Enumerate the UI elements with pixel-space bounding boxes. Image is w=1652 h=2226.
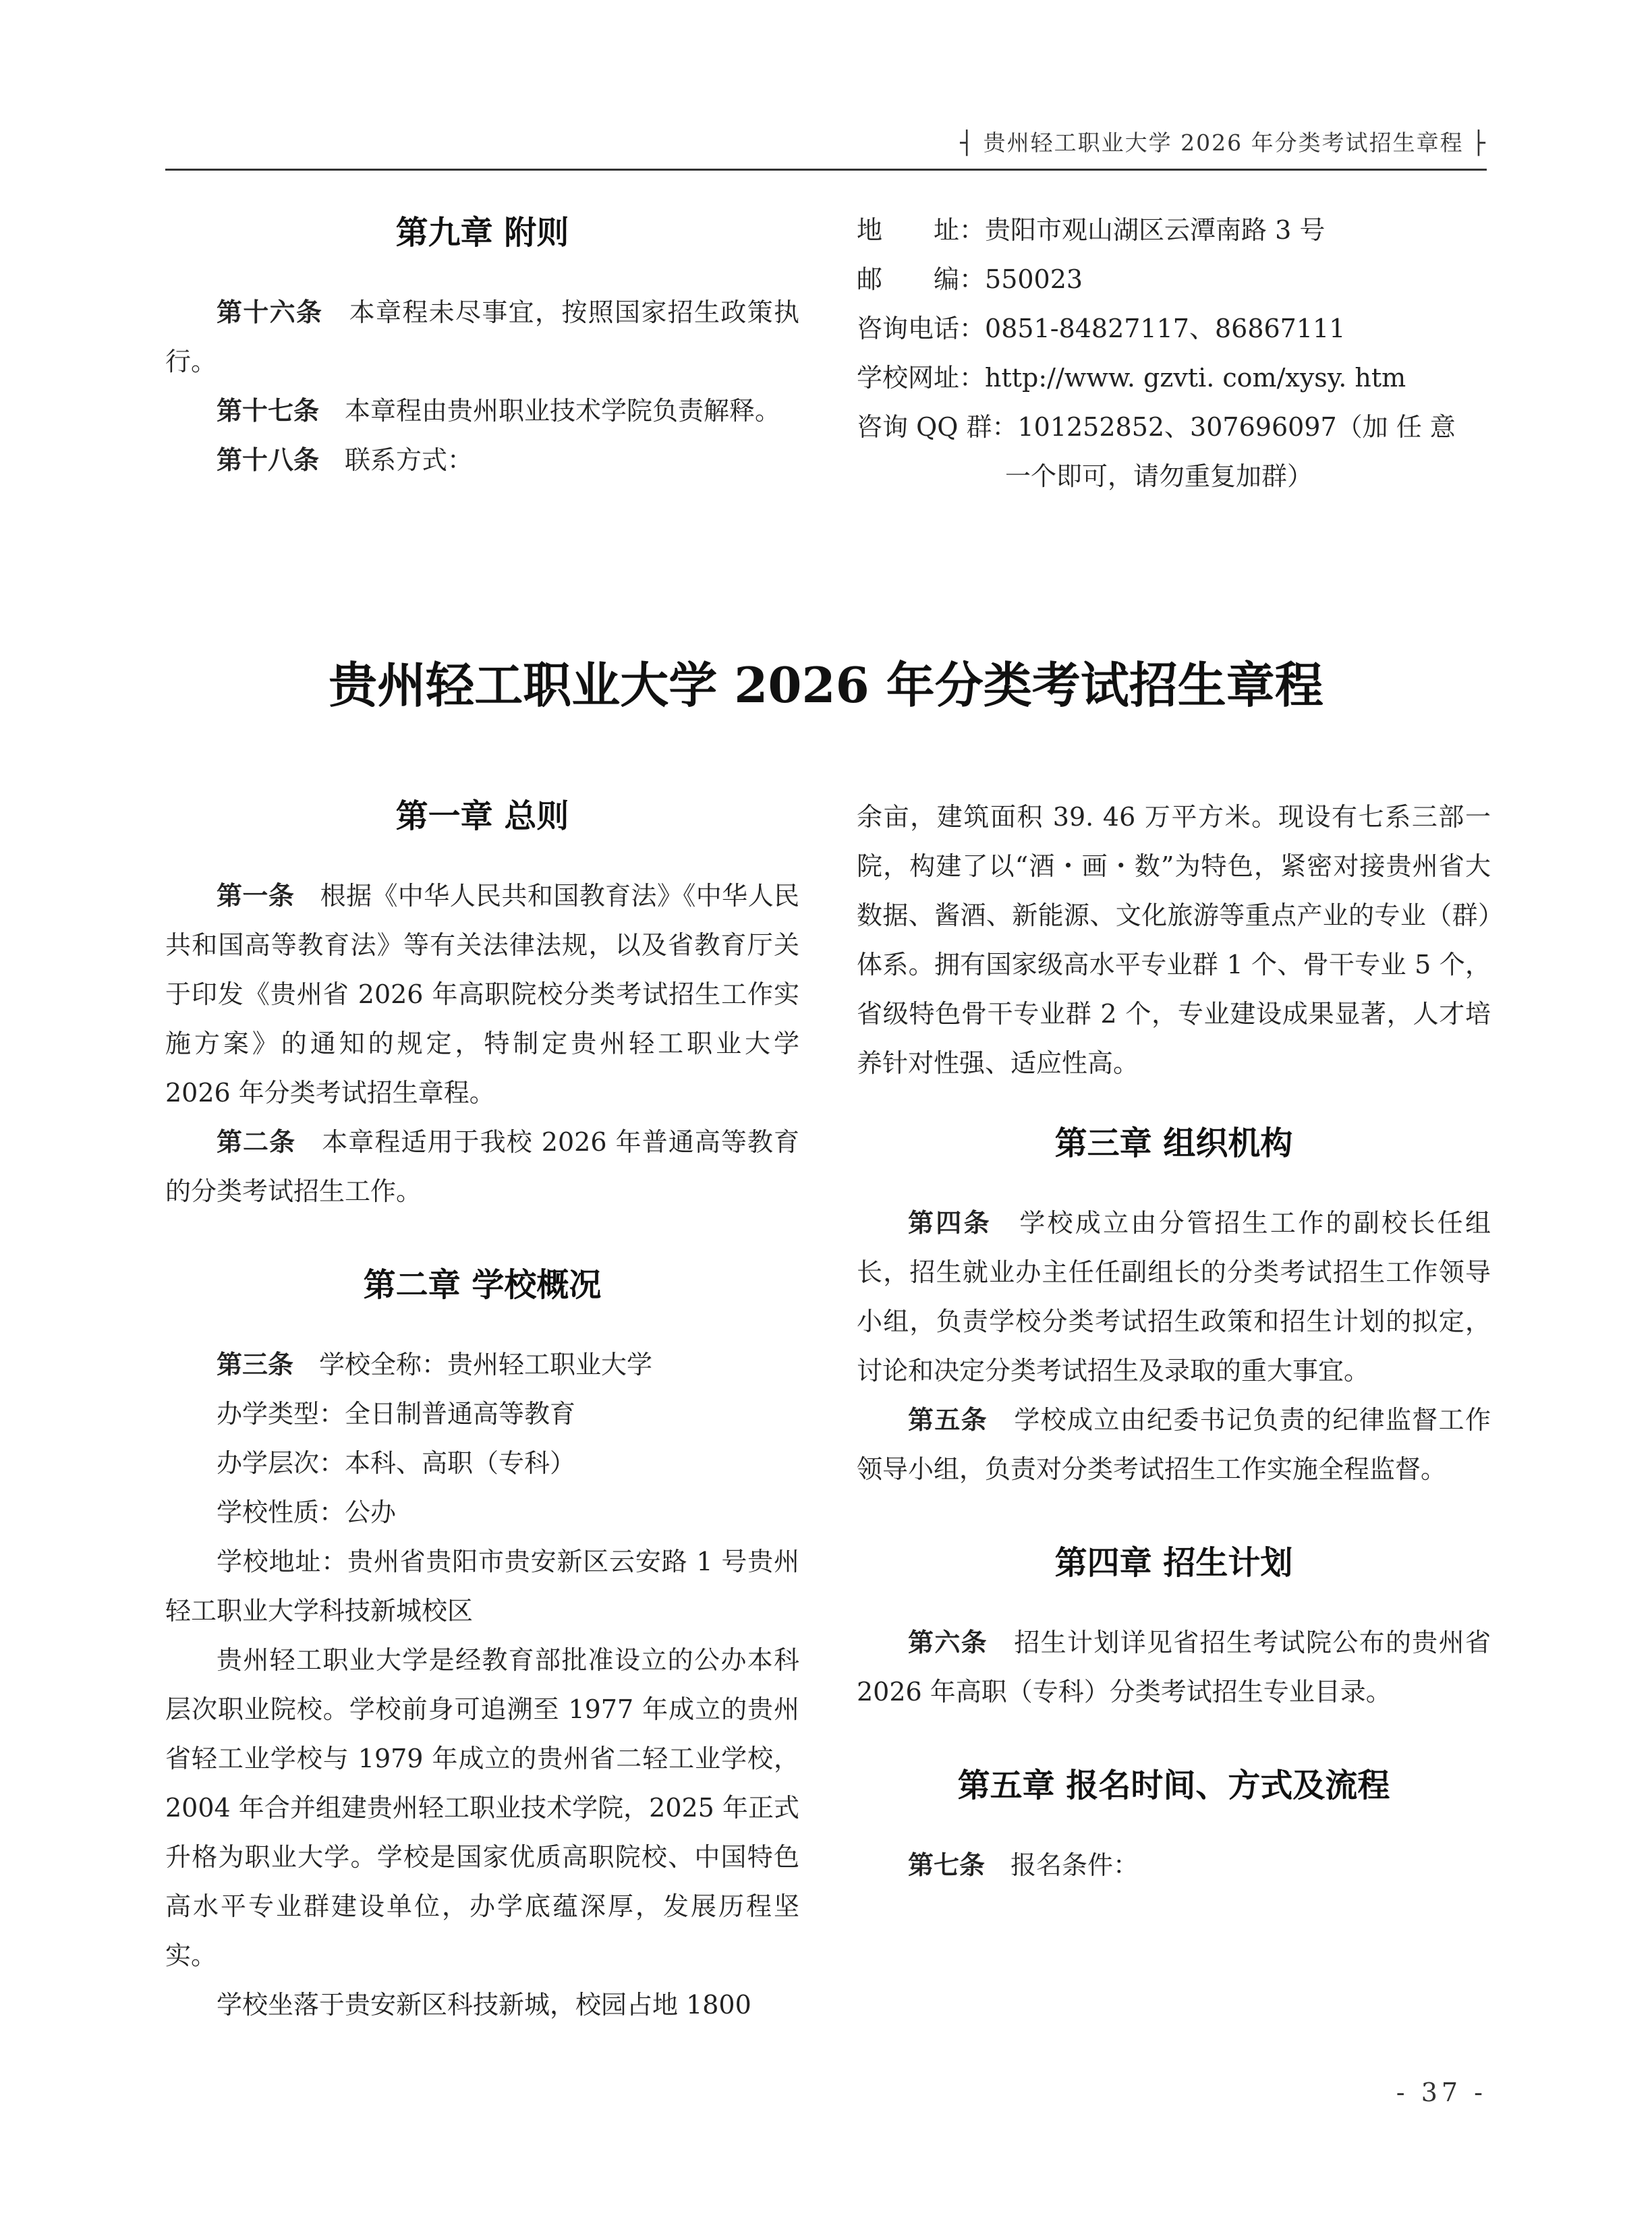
article7-label: 第七条	[908, 1850, 986, 1880]
chapter5-heading: 第五章 报名时间、方式及流程	[957, 1767, 1390, 1804]
article3	[165, 1340, 799, 1390]
article5-text: 学校成立由纪委书记负责的纪律监督工作领导小组，负责对分类考试招生工作实施全程监督。	[857, 1405, 1491, 1484]
contact-phone	[857, 304, 1491, 353]
qq-value-cont: 一个即可，请勿重复加群）	[1005, 461, 1313, 491]
contact-qq	[857, 403, 1491, 452]
header-divider	[165, 169, 1487, 171]
article17	[165, 387, 799, 436]
article16-text: 本章程未尽事宜，按照国家招生政策执行。	[165, 297, 799, 376]
chapter2-heading: 第二章 学校概况	[363, 1266, 602, 1304]
website-label: 学校网址：	[857, 363, 986, 393]
article18	[165, 436, 799, 485]
school-nature: 学校性质：公办	[217, 1497, 397, 1527]
school-history: 贵州轻工职业大学是经教育部批准设立的公办本科层次职业院校。学校前身可追溯至 1977 年成立的贵州省轻工业学校与 1979 年成立的贵州省二轻工业学校，2004 年合并组建贵州轻工职业技术学院，2025 年正式升格为职业大学。学校是国家优质高职院校、中国特色高水平专业群建设单位，办学底蕴深厚，发展历程坚实。	[165, 1645, 799, 1970]
campus-paragraph-cont: 余亩，建筑面积 39. 46 万平方米。现设有七系三部一院，构建了以“酒・画・数”为特色，紧密对接贵州省大数据、酱酒、新能源、文化旅游等重点产业的专业（群）体系。拥有国家级高水平专业群 1 个、骨干专业 5 个，省级特色骨干专业群 2 个，专业建设成果显著，人才培养针对性强、适应性高。	[857, 802, 1491, 1078]
article1-label: 第一条	[217, 881, 295, 911]
chapter9-heading: 第九章 附则	[395, 214, 569, 252]
article4-label: 第四条	[908, 1208, 992, 1238]
article5-label: 第五条	[908, 1405, 988, 1435]
article6-label: 第六条	[908, 1628, 988, 1657]
article2-text: 本章程适用于我校 2026 年普通高等教育的分类考试招生工作。	[165, 1127, 799, 1206]
right-column	[857, 793, 1491, 1890]
contact-qq-cont	[857, 452, 1491, 501]
contact-address	[857, 206, 1491, 255]
postcode-value: 550023	[985, 264, 1083, 294]
page-number: - 37 -	[1396, 2078, 1487, 2107]
school-type: 办学类型：全日制普通高等教育	[217, 1399, 576, 1429]
qq-label: 咨询 QQ 群：	[857, 412, 1018, 442]
contact-website	[857, 353, 1491, 403]
article2	[165, 1118, 799, 1216]
postcode-label: 邮 编：	[857, 264, 986, 294]
article7	[857, 1841, 1491, 1890]
article7-text: 报名条件：	[1010, 1850, 1139, 1880]
article5	[857, 1396, 1491, 1494]
article2-label: 第二条	[217, 1127, 296, 1157]
contact-info	[857, 206, 1491, 501]
article3-label: 第三条	[217, 1350, 294, 1379]
article18-text: 联系方式：	[345, 445, 474, 475]
chapter9-section	[165, 206, 799, 485]
article18-label: 第十八条	[217, 445, 320, 475]
campus-paragraph-start: 学校坐落于贵安新区科技新城，校园占地 1800	[217, 1990, 751, 2020]
article4-text: 学校成立由分管招生工作的副校长任组长，招生就业办主任任副组长的分类考试招生工作领导小组，负责学校分类考试招生政策和招生计划的拟定，讨论和决定分类考试招生及录取的重大事宜。	[857, 1208, 1491, 1386]
chapter4-heading: 第四章 招生计划	[1054, 1544, 1293, 1582]
article17-label: 第十七条	[217, 396, 320, 426]
article1-text: 根据《中华人民共和国教育法》《中华人民共和国高等教育法》等有关法律法规，以及省教育厅关于印发《贵州省 2026 年高职院校分类考试招生工作实施方案》的通知的规定，特制定贵州轻工职业大学 2026 年分类考试招生章程。	[165, 881, 799, 1108]
article1	[165, 872, 799, 1118]
school-level: 办学层次：本科、高职（专科）	[217, 1448, 576, 1478]
article16	[165, 288, 799, 387]
left-column	[165, 789, 799, 2030]
article6-text: 招生计划详见省招生考试院公布的贵州省 2026 年高职（专科）分类考试招生专业目录。	[857, 1628, 1491, 1707]
qq-value: 101252852、307696097（加 任 意	[1017, 412, 1456, 442]
address-label: 地 址：	[857, 215, 986, 245]
phone-label: 咨询电话：	[857, 314, 986, 343]
phone-value: 0851-84827117、86867111	[985, 314, 1346, 343]
address-value: 贵阳市观山湖区云潭南路 3 号	[985, 215, 1326, 245]
article6	[857, 1618, 1491, 1717]
running-header: ┤ 贵州轻工职业大学 2026 年分类考试招生章程 ├	[960, 130, 1487, 156]
article4	[857, 1199, 1491, 1396]
chapter3-heading: 第三章 组织机构	[1054, 1124, 1293, 1162]
chapter1-heading: 第一章 总则	[395, 797, 569, 835]
school-address: 学校地址：贵州省贵阳市贵安新区云安路 1 号贵州轻工职业大学科技新城校区	[165, 1547, 799, 1626]
article3-text: 学校全称：贵州轻工职业大学	[319, 1350, 653, 1379]
article16-label: 第十六条	[217, 297, 323, 327]
document-title: 贵州轻工职业大学 2026 年分类考试招生章程	[329, 656, 1323, 714]
article17-text: 本章程由贵州职业技术学院负责解释。	[345, 396, 781, 426]
contact-postcode	[857, 255, 1491, 304]
website-link[interactable]: http://www. gzvti. com/xysy. htm	[985, 363, 1406, 393]
